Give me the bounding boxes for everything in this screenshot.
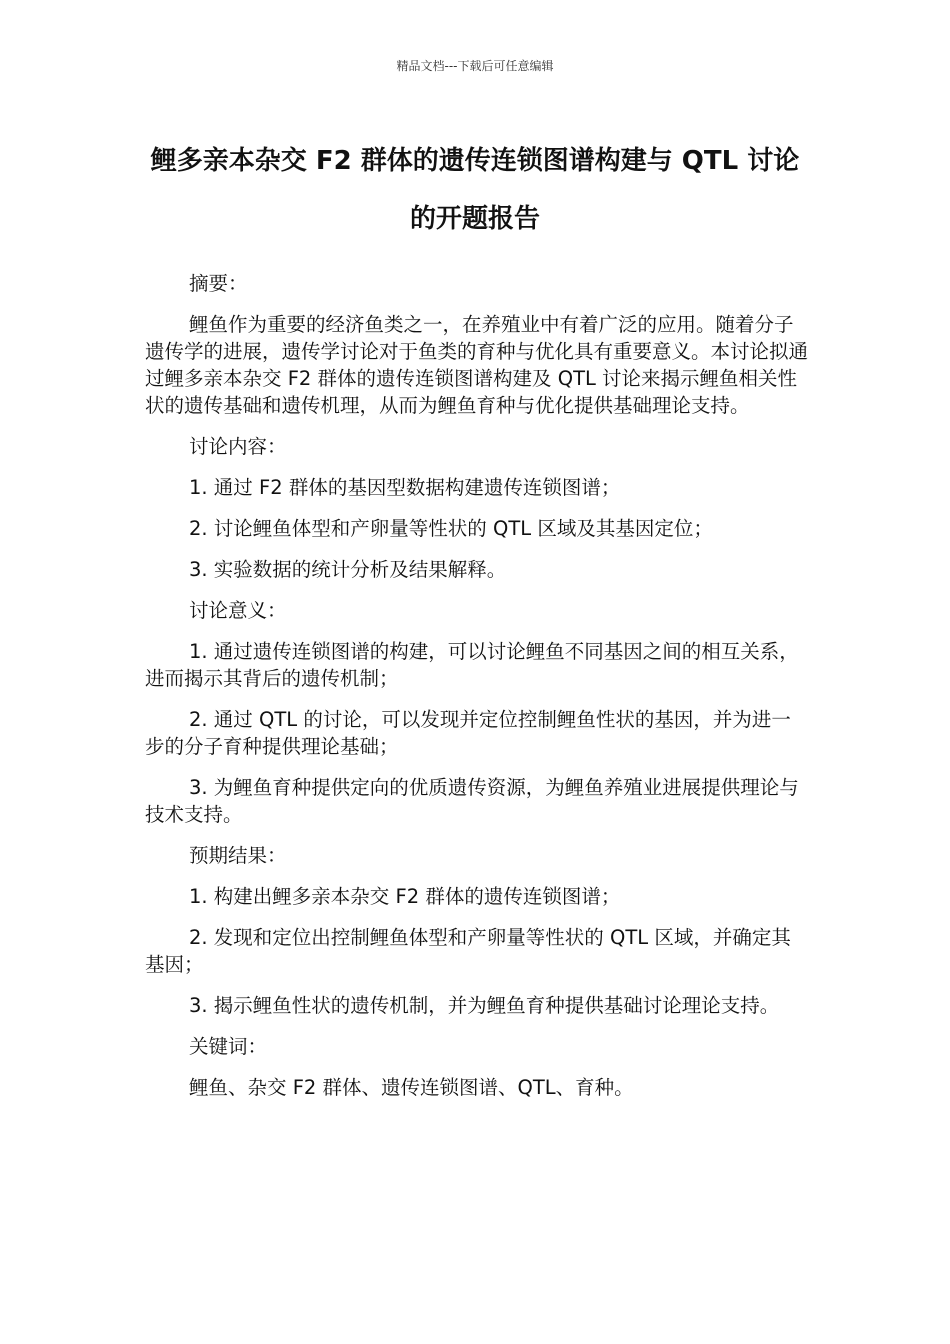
significance-item-1: 1. 通过遗传连锁图谱的构建，可以讨论鲤鱼不同基因之间的相互关系，进而揭示其背后的遗传机制； xyxy=(145,640,799,690)
page-header: 精品文档---下载后可任意编辑 xyxy=(396,59,554,73)
significance-item-2: 2. 通过 QTL 的讨论，可以发现并定位控制鲤鱼性状的基因，并为进一步的分子育种提供理论基础； xyxy=(145,708,791,758)
significance-heading: 讨论意义： xyxy=(189,599,287,622)
results-item-2: 2. 发现和定位出控制鲤鱼体型和产卵量等性状的 QTL 区域，并确定其基因； xyxy=(145,926,791,976)
content-item-3: 3. 实验数据的统计分析及结果解释。 xyxy=(189,558,507,581)
results-item-3: 3. 揭示鲤鱼性状的遗传机制，并为鲤鱼育种提供基础讨论理论支持。 xyxy=(189,994,780,1017)
results-item-1: 1. 构建出鲤多亲本杂交 F2 群体的遗传连锁图谱； xyxy=(189,885,621,908)
keywords-text: 鲤鱼、杂交 F2 群体、遗传连锁图谱、QTL、育种。 xyxy=(189,1076,634,1099)
content-item-1: 1. 通过 F2 群体的基因型数据构建遗传连锁图谱； xyxy=(189,476,621,499)
abstract-text: 鲤鱼作为重要的经济鱼类之一，在养殖业中有着广泛的应用。随着分子遗传学的进展，遗传学讨论对于鱼类的育种与优化具有重要意义。本讨论拟通过鲤多亲本杂交 F2 群体的遗传连锁图谱构建及 QTL 讨论来揭示鲤鱼相关性状的遗传基础和遗传机理，从而为鲤鱼育种与优化提供基础理论支持。 xyxy=(145,313,809,417)
content-item-2: 2. 讨论鲤鱼体型和产卵量等性状的 QTL 区域及其基因定位； xyxy=(189,517,713,540)
keywords-heading: 关键词： xyxy=(189,1035,268,1058)
abstract-heading: 摘要： xyxy=(189,272,248,295)
document-title: 鲤多亲本杂交 F2 群体的遗传连锁图谱构建与 QTL 讨论的开题报告 xyxy=(150,146,800,234)
content-heading: 讨论内容： xyxy=(189,435,287,458)
results-heading: 预期结果： xyxy=(189,844,287,867)
significance-item-3: 3. 为鲤鱼育种提供定向的优质遗传资源，为鲤鱼养殖业进展提供理论与技术支持。 xyxy=(145,776,799,826)
document-body xyxy=(145,270,810,1115)
